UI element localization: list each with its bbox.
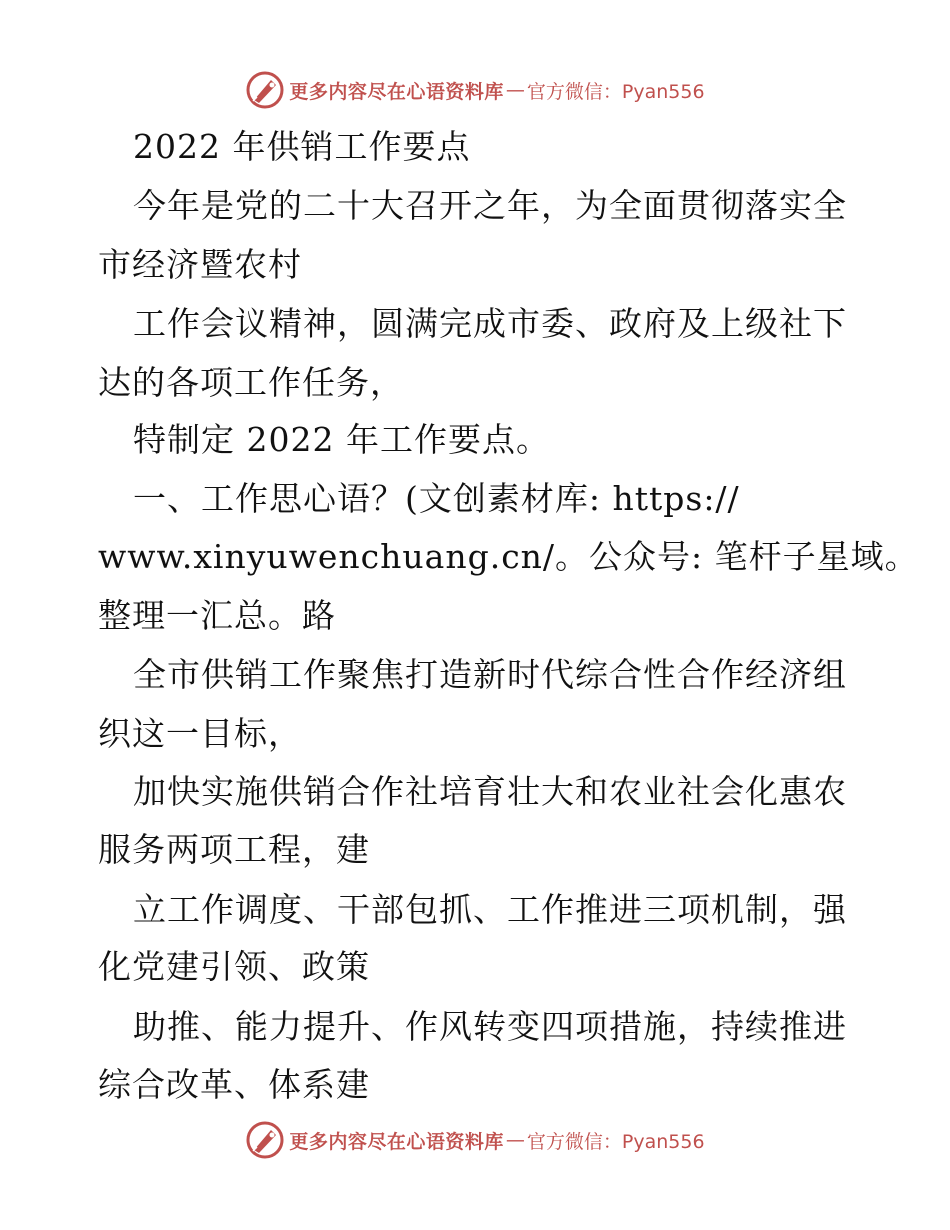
footer-banner [0, 1118, 950, 1162]
doc-line: 助推、能力提升、作风转变四项措施，持续推进 [133, 1007, 847, 1046]
banner-separator: — [505, 1129, 525, 1151]
doc-line: 全市供销工作聚焦打造新时代综合性合作经济组 [133, 655, 847, 694]
banner-contact: 官方微信：Pyan556 [526, 80, 705, 103]
doc-line: 服务两项工程，建 [98, 830, 370, 869]
header-banner [0, 68, 950, 112]
doc-line: 达的各项工作任务， [98, 363, 404, 402]
doc-line: 织这一目标， [98, 714, 302, 753]
banner-contact: 官方微信：Pyan556 [526, 1130, 705, 1153]
doc-line: 综合改革、体系建 [98, 1065, 370, 1104]
doc-line: 化党建引领、政策 [98, 947, 370, 986]
doc-line: 今年是党的二十大召开之年，为全面贯彻落实全 [133, 186, 847, 225]
banner-title: 更多内容尽在心语资料库 [289, 80, 504, 103]
doc-title: 2022 年供销工作要点 [133, 127, 471, 166]
pen-nib-logo-icon [245, 70, 285, 110]
doc-line: 一、工作思心语？(文创素材库: https:// [133, 479, 740, 518]
doc-line: 加快实施供销合作社培育壮大和农业社会化惠农 [133, 772, 847, 811]
pen-nib-logo-icon [245, 1120, 285, 1160]
doc-line: 整理一汇总。路 [98, 596, 336, 635]
doc-line: www.xinyuwenchuang.cn/。公众号: 笔杆子星域。 [98, 537, 919, 576]
banner-separator: — [505, 79, 525, 101]
banner-title: 更多内容尽在心语资料库 [289, 1130, 504, 1153]
doc-line: 特制定 2022 年工作要点。 [133, 420, 550, 459]
doc-line: 工作会议精神，圆满完成市委、政府及上级社下 [133, 304, 847, 343]
doc-line: 市经济暨农村 [98, 245, 302, 284]
doc-line: 立工作调度、干部包抓、工作推进三项机制，强 [133, 890, 847, 929]
